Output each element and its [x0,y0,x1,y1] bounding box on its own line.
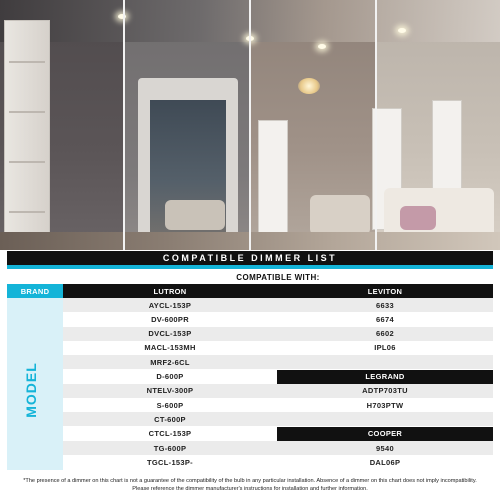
brand-cell [7,341,63,355]
panel-divider [375,0,377,250]
right-model-cell: ADTP703TU [277,384,493,398]
leviton-header: LEVITON [277,284,493,298]
downlight [318,44,326,49]
panel-divider [249,0,251,250]
brand-cell [7,312,63,326]
lutron-model-cell: MRF2-6CL [63,355,277,369]
right-model-cell: DAL06P [277,455,493,469]
panel-divider [123,0,125,250]
lutron-model-cell: D-600P [63,370,277,384]
lutron-model-cell: CT-600P [63,412,277,426]
right-model-cell [277,355,493,369]
lutron-model-cell: TGCL-153P- [63,455,277,469]
right-model-cell: 6674 [277,312,493,326]
brand-cell [7,412,63,426]
right-model-cell: 9540 [277,441,493,455]
brand-cell [7,355,63,369]
table-row [7,312,493,326]
table-row [7,412,493,426]
model-label: MODEL [23,362,39,418]
lutron-model-cell: AYCL-153P [63,298,277,312]
lutron-model-cell: DV-600PR [63,312,277,326]
table-compat-row [7,270,493,284]
table-row [7,370,493,384]
brand-header-cell: COOPER [277,427,493,441]
cushion [400,206,436,230]
brand-cell [7,327,63,341]
brand-cell [7,370,63,384]
brand-header-cell: LEGRAND [277,370,493,384]
door [258,120,288,242]
page-title: COMPATIBLE DIMMER LIST [162,253,338,263]
table-row [7,398,493,412]
right-model-cell: 6633 [277,298,493,312]
right-model-cell: H703PTW [277,398,493,412]
compatible-with-header: COMPATIBLE WITH: [63,270,493,284]
armchair [165,200,225,230]
brand-header: BRAND [7,284,63,298]
accent-stripe [7,265,493,269]
chandelier [298,78,320,94]
brand-cell [7,384,63,398]
table-row [7,355,493,369]
title-bar [7,251,493,265]
right-model-cell: IPL06 [277,341,493,355]
disclaimer-footnote: *The presence of a dimmer on this chart is not a guarantee of the compatibility of the bulb in any particular installation. Absence of a dimmer on this chart does not imply incompatibility. Please reference the dimmer manufacturer's instructions for installation and further information. [23,478,477,492]
lutron-model-cell: S-600P [63,398,277,412]
lutron-model-cell: CTCL-153P [63,427,277,441]
table-row [7,384,493,398]
brand-cell [7,398,63,412]
table-row [7,455,493,469]
lutron-model-cell: DVCL-153P [63,327,277,341]
lutron-header: LUTRON [63,284,277,298]
lutron-model-cell: TG-600P [63,441,277,455]
right-model-cell: 6602 [277,327,493,341]
lutron-model-cell: NTELV-300P [63,384,277,398]
downlight [398,28,406,33]
table-row [7,327,493,341]
lutron-model-cell: MACL-153MH [63,341,277,355]
table-header-row [7,284,493,298]
brand-cell [7,441,63,455]
brand-cell [7,298,63,312]
right-model-cell [277,412,493,426]
table-row [7,441,493,455]
table-row [7,298,493,312]
table-row [7,341,493,355]
armchair [310,195,370,235]
bookshelf [4,20,50,242]
table-row [7,427,493,441]
brand-cell [7,427,63,441]
brand-cell [7,455,63,469]
